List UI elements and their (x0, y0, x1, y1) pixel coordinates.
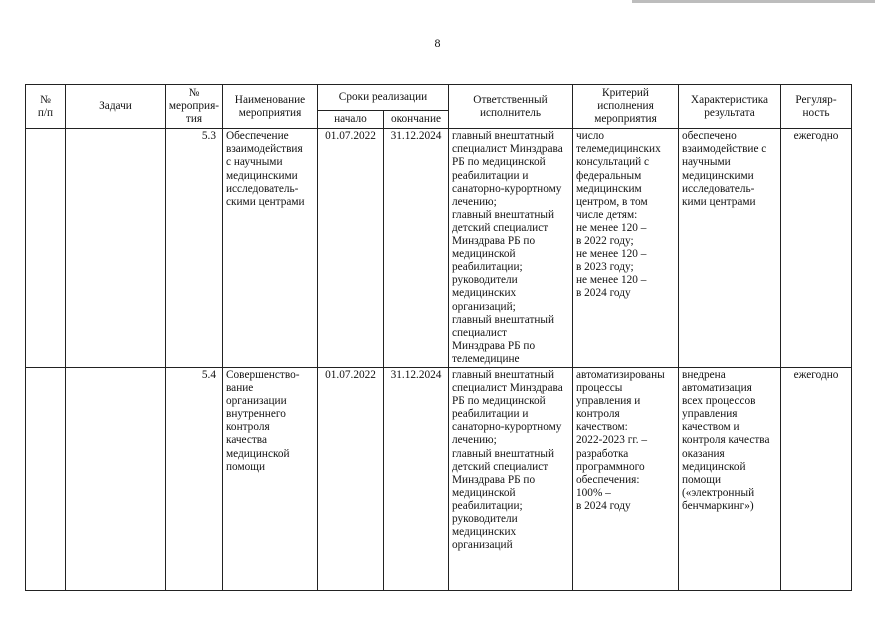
text-line: научными (682, 156, 731, 169)
text-line: вание (226, 382, 254, 395)
text-line: мероприятия (238, 106, 302, 119)
text-line: лечению; (452, 434, 497, 447)
text-line: организаций (452, 539, 513, 552)
text-line: мероприя- (168, 100, 220, 113)
text-line: 2022-2023 гг. – (576, 434, 648, 447)
text-line: центром, в том (576, 195, 648, 208)
text-line: Минздрава РБ по (452, 235, 536, 248)
row-executor (449, 129, 573, 368)
row-task (66, 367, 166, 590)
text-line: исследователь- (226, 182, 299, 195)
text-line: взаимодействия (226, 143, 303, 156)
text-line: Совершенство- (226, 368, 300, 381)
text-line: медицинскими (226, 169, 298, 182)
text-line: числе детям: (576, 208, 638, 221)
text-line: всех процессов (682, 395, 756, 408)
row-executor (449, 367, 573, 590)
text-line: консультаций с (576, 156, 650, 169)
text-line: оказания (682, 447, 725, 460)
text-line: обеспечено (682, 130, 737, 143)
text-line: медицинской (452, 248, 516, 261)
text-line: управления и (576, 395, 641, 408)
text-line: исполнитель (479, 106, 542, 119)
row-criteria (573, 129, 679, 368)
text-line: Обеспечение (226, 130, 289, 143)
row-result (679, 367, 781, 590)
text-line: взаимодействие с (682, 143, 767, 156)
text-line: с научными (226, 156, 283, 169)
text-line: контроля качества (682, 434, 770, 447)
row-num (26, 129, 66, 368)
page-number: 8 (434, 36, 441, 50)
header-event-num (166, 85, 223, 129)
text-line: 100% – (576, 486, 611, 499)
text-line: программного (576, 460, 645, 473)
text-line: ность (802, 106, 830, 119)
text-line: специалист Минздрава (452, 382, 563, 395)
text-line: Регуляр- (795, 93, 837, 106)
text-line: не менее 120 – (576, 248, 647, 261)
text-line: качества (226, 434, 268, 447)
row-end-date: 31.12.2024 (384, 129, 449, 368)
table-row (26, 367, 852, 590)
row-regularity: ежегодно (781, 129, 852, 368)
row-event-num: 5.4 (166, 367, 223, 590)
text-line: бенчмаркинг») (682, 499, 754, 512)
row-criteria (573, 367, 679, 590)
text-line: специалист Минздрава (452, 143, 563, 156)
header-row-1 (26, 85, 852, 111)
row-event-num: 5.3 (166, 129, 223, 368)
text-line: управления (682, 408, 738, 421)
text-line: реабилитации и (452, 408, 529, 421)
text-line: главный внештатный (452, 208, 555, 221)
text-line: телемедицине (452, 352, 520, 365)
text-line: медицинской (226, 447, 290, 460)
text-line: Наименование (234, 93, 306, 106)
header-start: начало (318, 110, 384, 129)
text-line: контроля (576, 408, 620, 421)
row-end-date: 31.12.2024 (384, 367, 449, 590)
text-line: лечению; (452, 195, 497, 208)
text-line: Характеристика (690, 93, 769, 106)
text-line: внедрена (682, 368, 726, 381)
text-line: детский специалист (452, 221, 549, 234)
text-line: № (188, 87, 200, 99)
row-task (66, 129, 166, 368)
header-criteria (573, 85, 679, 129)
text-line: РБ по медицинской (452, 395, 546, 408)
header-num (26, 85, 66, 129)
header-end: окончание (384, 110, 449, 129)
text-line: помощи (682, 473, 722, 486)
text-line: в 2024 году (576, 287, 631, 300)
row-num (26, 367, 66, 590)
text-line: телемедицинских (576, 143, 661, 156)
text-line: медицинских (452, 526, 517, 539)
text-line: организации (226, 395, 287, 408)
text-line: в 2024 году (576, 499, 631, 512)
text-line: разработка (576, 447, 629, 460)
header-result (679, 85, 781, 129)
text-line: главный внештатный (452, 130, 555, 143)
header-executor (449, 85, 573, 129)
text-line: («электронный (682, 486, 755, 499)
row-event-name (223, 367, 318, 590)
text-line: медицинским (576, 182, 642, 195)
text-line: Минздрава РБ по (452, 473, 536, 486)
row-regularity: ежегодно (781, 367, 852, 590)
text-line: кими центрами (682, 195, 756, 208)
text-line: организаций; (452, 300, 516, 313)
row-event-name (223, 129, 318, 368)
text-line: специалист (452, 326, 507, 339)
text-line: качеством и (682, 421, 740, 434)
text-line: главный внештатный (452, 368, 555, 381)
text-line: в 2022 году; (576, 235, 634, 248)
text-line: реабилитации; (452, 261, 523, 274)
text-line: санаторно-курортному (452, 182, 562, 195)
header-event-name (223, 85, 318, 129)
text-line: не менее 120 – (576, 221, 647, 234)
row-result (679, 129, 781, 368)
text-line: внутреннего (226, 408, 286, 421)
text-line: федеральным (576, 169, 642, 182)
text-line: санаторно-курортному (452, 421, 562, 434)
text-line: число (576, 130, 605, 143)
text-line: исполнения (597, 100, 654, 113)
text-line: обеспечения: (576, 473, 640, 486)
text-line: медицинских (452, 287, 517, 300)
text-line: реабилитации и (452, 169, 529, 182)
text-line: медицинской (682, 460, 746, 473)
row-start-date: 01.07.2022 (318, 129, 384, 368)
text-line: результата (704, 106, 755, 119)
text-line: главный внештатный (452, 313, 555, 326)
text-line: контроля (226, 421, 270, 434)
text-line: Минздрава РБ по (452, 339, 536, 352)
text-line: реабилитации; (452, 499, 523, 512)
text-line: Критерий (602, 87, 649, 99)
header-regularity (781, 85, 852, 129)
text-line: медицинскими (682, 169, 754, 182)
text-line: п/п (37, 106, 54, 119)
text-line: руководители (452, 513, 518, 525)
text-line: руководители (452, 274, 518, 287)
text-line: мероприятия (594, 113, 657, 126)
text-line: тия (185, 113, 203, 126)
text-line: Ответственный (473, 93, 548, 106)
text-line: детский специалист (452, 460, 549, 473)
top-edge-line (632, 0, 875, 3)
text-line: качеством: (576, 421, 628, 434)
text-line: автоматизация (682, 382, 752, 395)
table-row (26, 129, 852, 368)
text-line: процессы (576, 382, 623, 395)
text-line: не менее 120 – (576, 274, 647, 287)
text-line: РБ по медицинской (452, 156, 546, 169)
text-line: исследователь- (682, 182, 755, 195)
header-terms: Сроки реализации (318, 85, 449, 111)
text-line: скими центрами (226, 195, 305, 208)
events-table (25, 84, 852, 591)
row-start-date: 01.07.2022 (318, 367, 384, 590)
text-line: в 2023 году; (576, 261, 634, 274)
text-line: главный внештатный (452, 447, 555, 460)
header-tasks: Задачи (66, 85, 166, 129)
text-line: медицинской (452, 486, 516, 499)
text-line: № (40, 93, 51, 106)
text-line: автоматизированы (576, 368, 665, 381)
text-line: помощи (226, 460, 266, 473)
